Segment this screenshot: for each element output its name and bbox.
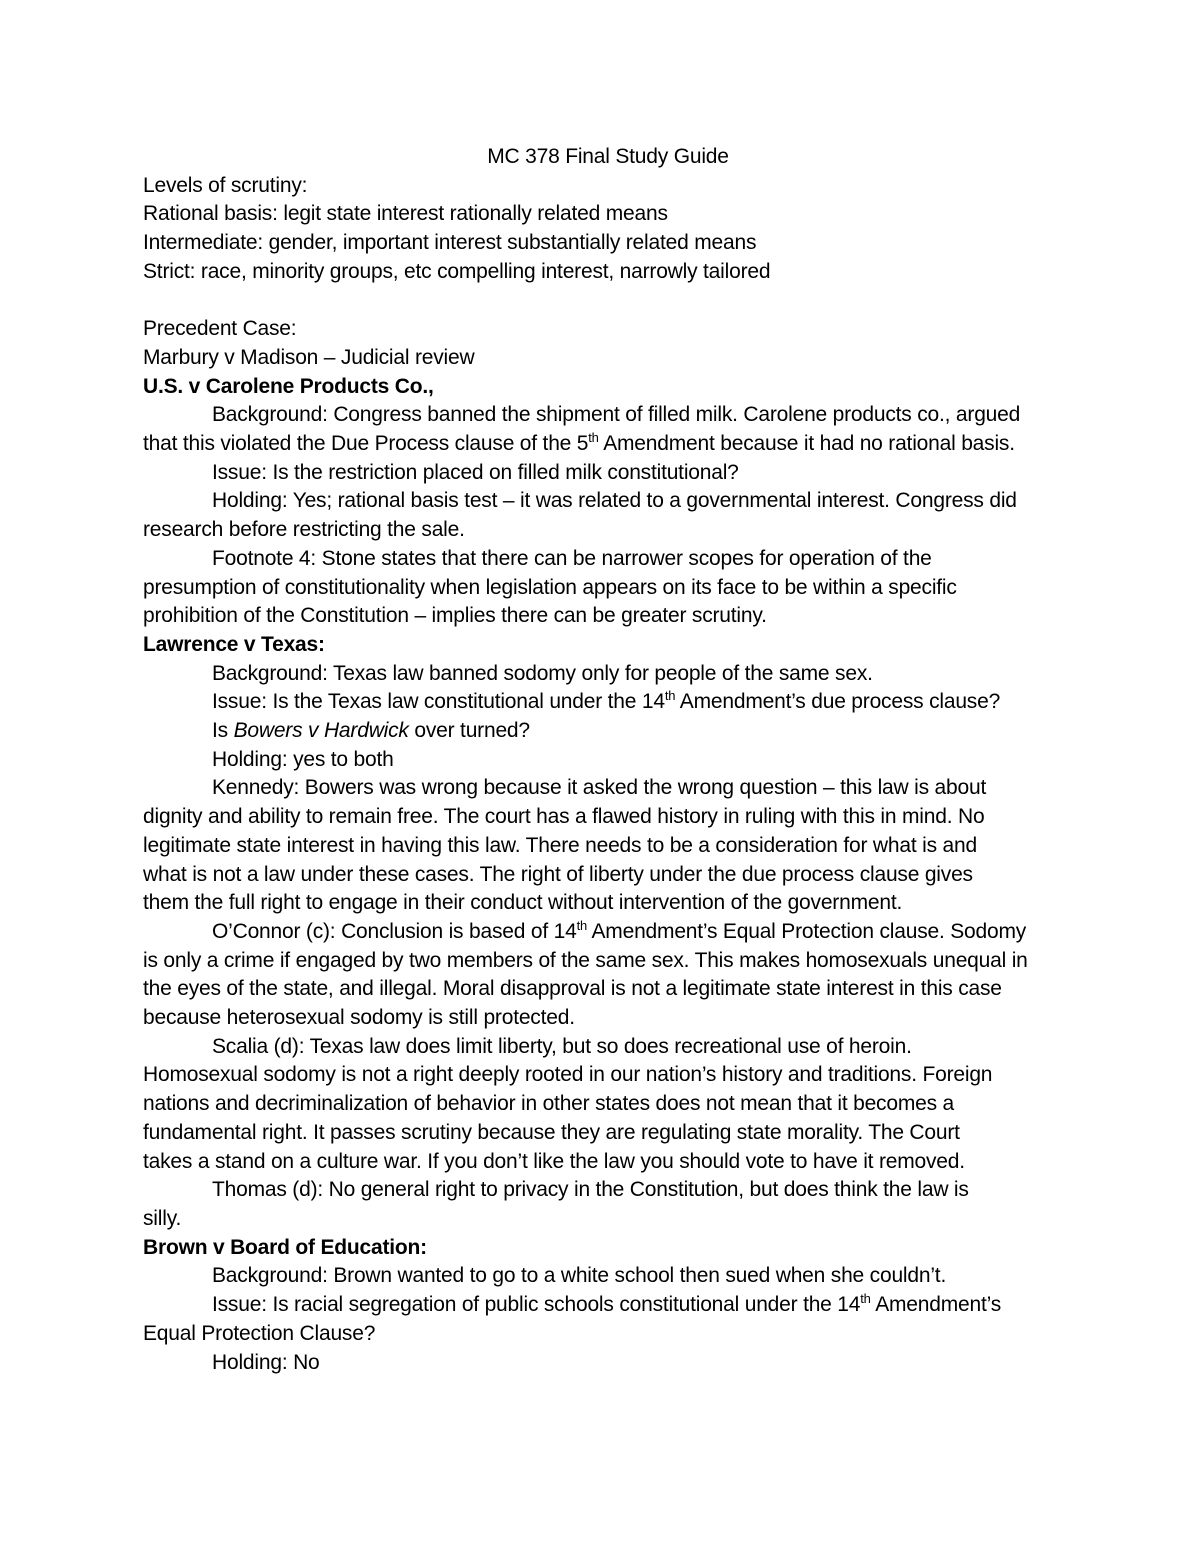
- ordinal-suffix: th: [860, 1291, 871, 1307]
- lawrence-background: Background: Texas law banned sodomy only for people of the same sex.: [212, 661, 873, 685]
- ordinal-suffix: th: [576, 917, 588, 933]
- oconnor-text-a: O’Connor (c): Conclusion is based of 14: [212, 919, 577, 943]
- carolene-background-text-a: that this violated the Due Process clause of the 5: [143, 432, 589, 456]
- scrutiny-intermediate: Intermediate: gender, important interest substantially related means: [143, 231, 757, 255]
- carolene-footnote-line-1: Footnote 4: Stone states that there can be narrower scopes for operation of the: [212, 546, 932, 570]
- lawrence-issue-text-a: Issue: Is the Texas law constitutional under the 14: [212, 690, 665, 714]
- brown-issue-line-2: Equal Protection Clause?: [143, 1321, 376, 1345]
- oconnor-opinion-line-4: because heterosexual sodomy is still protected.: [143, 1006, 575, 1030]
- lawrence-issue-text-b: Amendment’s due process clause?: [675, 690, 1001, 714]
- scalia-opinion-line-5: takes a stand on a culture war. If you don’t like the law you should vote to have it removed.: [143, 1149, 965, 1173]
- case-title-carolene: U.S. v Carolene Products Co.,: [143, 374, 434, 398]
- ordinal-suffix: th: [664, 688, 676, 704]
- carolene-background-text-b: Amendment because it had no rational basis.: [598, 432, 1015, 456]
- carolene-holding-line-2: research before restricting the sale.: [143, 518, 465, 542]
- brown-background: Background: Brown wanted to go to a white school then sued when she couldn’t.: [212, 1264, 947, 1288]
- carolene-issue: Issue: Is the restriction placed on filled milk constitutional?: [212, 460, 739, 484]
- case-title-lawrence: Lawrence v Texas:: [143, 632, 325, 656]
- carolene-background-line-2: [143, 430, 1073, 459]
- brown-issue-text-b: Amendment’s: [870, 1293, 1002, 1317]
- thomas-opinion-line-2: silly.: [143, 1207, 182, 1230]
- oconnor-opinion-line-3: the eyes of the state, and illegal. Moral disapproval is not a legitimate state interest in this case: [143, 977, 1002, 1001]
- lawrence-overturned-text-a: Is: [212, 719, 234, 743]
- lawrence-holding: Holding: yes to both: [212, 747, 394, 771]
- scalia-opinion-line-2: Homosexual sodomy is not a right deeply rooted in our nation’s history and traditions. Foreign: [143, 1063, 993, 1087]
- carolene-background-line-1: Background: Congress banned the shipment of filled milk. Carolene products co., argued: [212, 403, 1021, 427]
- blank-line: [143, 287, 1073, 316]
- case-title-brown: Brown v Board of Education:: [143, 1235, 427, 1259]
- carolene-footnote-line-2: presumption of constitutionality when legislation appears on its face to be within a specific: [143, 575, 957, 599]
- page-title: MC 378 Final Study Guide: [487, 145, 729, 168]
- brown-issue-line-1: [143, 1291, 1073, 1320]
- thomas-opinion-line-1: Thomas (d): No general right to privacy in the Constitution, but does think the law is: [212, 1178, 969, 1202]
- brown-holding: Holding: No: [212, 1350, 320, 1374]
- carolene-footnote-line-3: prohibition of the Constitution – implies there can be greater scrutiny.: [143, 604, 767, 628]
- kennedy-opinion-line-4: what is not a law under these cases. The right of liberty under the due process clause gives: [143, 862, 973, 886]
- ordinal-suffix: th: [588, 430, 599, 446]
- kennedy-opinion-line-5: them the full right to engage in their conduct without intervention of the government.: [143, 891, 903, 915]
- scrutiny-rational: Rational basis: legit state interest rationally related means: [143, 202, 668, 226]
- brown-issue-text-a: Issue: Is racial segregation of public schools constitutional under the 14: [212, 1293, 861, 1317]
- precedent-heading: Precedent Case:: [143, 317, 297, 341]
- lawrence-issue: [143, 688, 1073, 717]
- oconnor-opinion-line-2: is only a crime if engaged by two members of the same sex. This makes homosexuals unequal in: [143, 948, 1028, 972]
- lawrence-overturned-text-b: over turned?: [408, 719, 530, 743]
- case-citation-bowers: Bowers v Hardwick: [233, 719, 409, 743]
- precedent-marbury: Marbury v Madison – Judicial review: [143, 345, 475, 369]
- oconnor-text-b: Amendment’s Equal Protection clause. Sodomy: [587, 919, 1027, 943]
- oconnor-opinion-line-1: [143, 918, 1073, 947]
- kennedy-opinion-line-1: Kennedy: Bowers was wrong because it asked the wrong question – this law is about: [212, 776, 987, 800]
- scalia-opinion-line-1: Scalia (d): Texas law does limit liberty, but so does recreational use of heroin.: [212, 1034, 912, 1058]
- scrutiny-heading: Levels of scrutiny:: [143, 173, 308, 197]
- kennedy-opinion-line-3: legitimate state interest in having this law. There needs to be a consideration for what is and: [143, 833, 977, 857]
- kennedy-opinion-line-2: dignity and ability to remain free. The court has a flawed history in ruling with this in mind. No: [143, 805, 985, 829]
- scalia-opinion-line-3: nations and decriminalization of behavior in other states does not mean that it becomes a: [143, 1092, 955, 1116]
- scrutiny-strict: Strict: race, minority groups, etc compelling interest, narrowly tailored: [143, 259, 771, 283]
- lawrence-overturned-question: [143, 717, 1073, 746]
- document-body: [143, 143, 1073, 1377]
- carolene-holding-line-1: Holding: Yes; rational basis test – it was related to a governmental interest. Congress did: [212, 489, 1017, 513]
- scalia-opinion-line-4: fundamental right. It passes scrutiny because they are regulating state morality. The Court: [143, 1120, 960, 1144]
